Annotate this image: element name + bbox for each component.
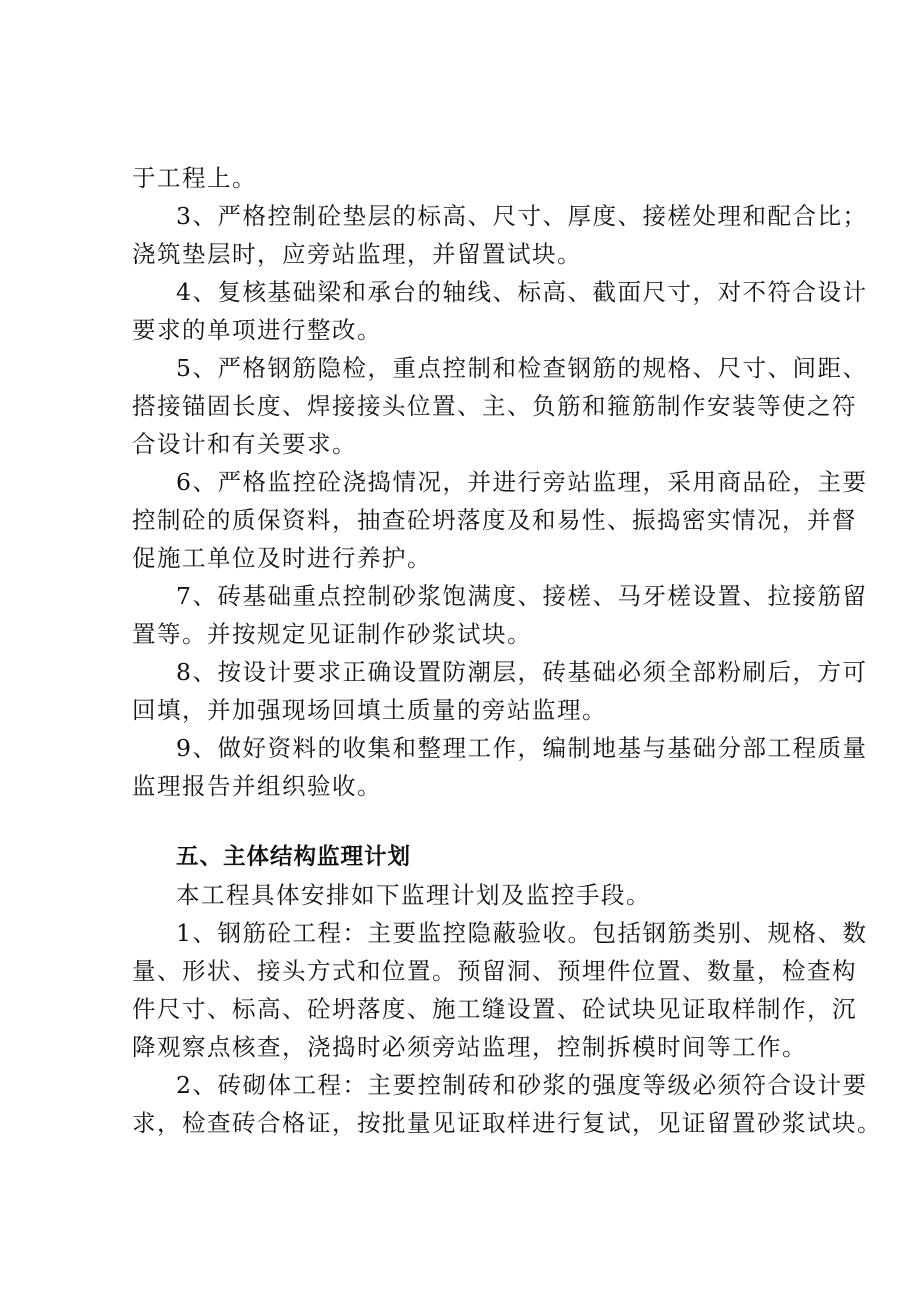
text-line: 要求的单项进行整改。 <box>132 316 382 344</box>
text-line: 控制砼的质保资料，抽查砼坍落度及和易性、振捣密实情况，并督 <box>132 506 857 534</box>
text-line: 搭接锚固长度、焊接接头位置、主、负筋和箍筋制作安装等使之符 <box>132 392 857 420</box>
text-line: 于工程上。 <box>132 164 257 192</box>
document-body <box>132 159 882 1142</box>
text-line: 件尺寸、标高、砼坍落度、施工缝设置、砼试块见证取样制作，沉 <box>132 995 857 1023</box>
text-line: 浇筑垫层时，应旁站监理，并留置试块。 <box>132 240 582 268</box>
text-line: 8、按设计要求正确设置防潮层，砖基础必须全部粉刷后，方可 <box>176 658 868 686</box>
text-line: 9、做好资料的收集和整理工作，编制地基与基础分部工程质量 <box>176 734 868 762</box>
text-line: 量、形状、接头方式和位置。预留洞、预埋件位置、数量，检查构 <box>132 957 857 985</box>
text-line: 回填，并加强现场回填土质量的旁站监理。 <box>132 696 607 724</box>
section-heading: 五、主体结构监理计划 <box>176 844 412 870</box>
text-line: 1、钢筋砼工程：主要监控隐蔽验收。包括钢筋类别、规格、数 <box>176 919 868 947</box>
text-line: 6、严格监控砼浇捣情况，并进行旁站监理，采用商品砼，主要 <box>176 468 868 496</box>
section-gap <box>132 805 816 838</box>
text-line: 促施工单位及时进行养护。 <box>132 544 432 572</box>
text-line: 求，检查砖合格证，按批量见证取样进行复试，见证留置砂浆试块。 <box>132 1109 882 1137</box>
text-line: 降观察点核查，浇捣时必须旁站监理，控制拆模时间等工作。 <box>132 1033 807 1061</box>
text-line: 3、严格控制砼垫层的标高、尺寸、厚度、接槎处理和配合比； <box>176 202 868 230</box>
text-line: 监理报告并组织验收。 <box>132 772 382 800</box>
text-line: 4、复核基础梁和承台的轴线、标高、截面尺寸，对不符合设计 <box>176 278 868 306</box>
text-line: 2、砖砌体工程：主要控制砖和砂浆的强度等级必须符合设计要 <box>176 1071 868 1099</box>
text-line: 合设计和有关要求。 <box>132 430 357 458</box>
text-line: 5、严格钢筋隐检，重点控制和检查钢筋的规格、尺寸、间距、 <box>176 354 868 382</box>
text-line: 7、砖基础重点控制砂浆饱满度、接槎、马牙槎设置、拉接筋留 <box>176 582 868 610</box>
text-line: 置等。并按规定见证制作砂浆试块。 <box>132 620 532 648</box>
text-line: 本工程具体安排如下监理计划及监控手段。 <box>176 881 651 909</box>
